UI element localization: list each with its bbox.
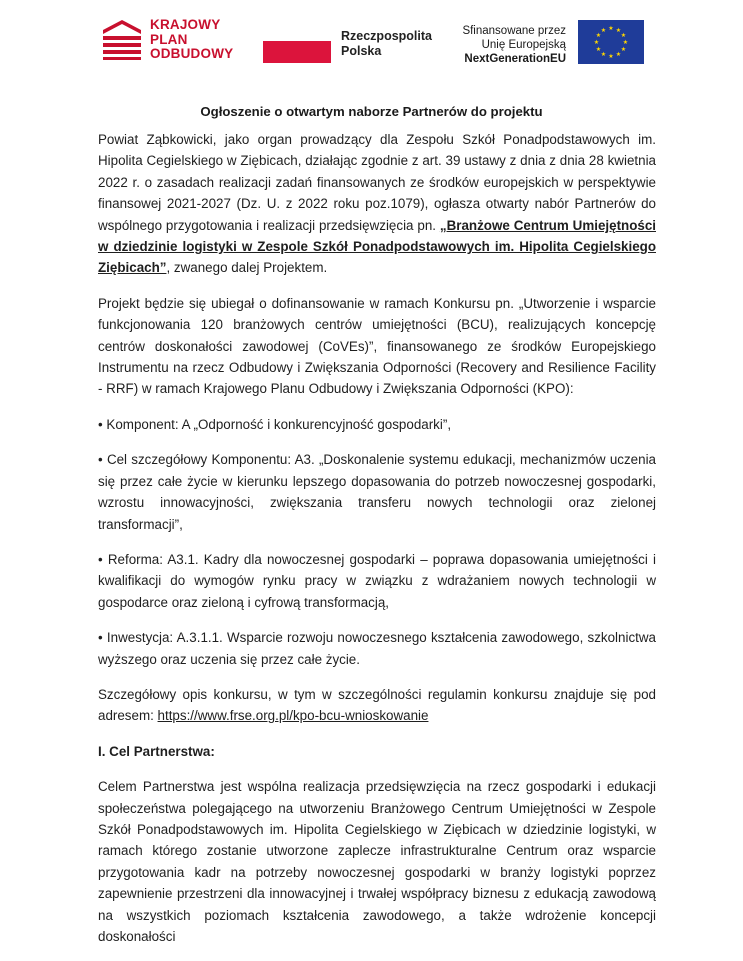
bullet-item: • Cel szczegółowy Komponentu: A3. „Doskonalenie systemu edukacji, mechanizmów uczenia się przez całe życie w kierunku lepszego dopasowania do potrzeb nowoczesnej gospodarki, wzrostu innowacyjności, zwiększania transferu nowych technologii oraz zielonej transformacji”, [98, 452, 656, 532]
bullet-item: • Inwestycja: A.3.1.1. Wsparcie rozwoju nowoczesnego kształcenia zawodowego, szkolnictwa wyższego oraz uczenia się przez całe życie. [98, 630, 656, 667]
svg-text:★: ★ [595, 46, 602, 53]
svg-text:★: ★ [593, 39, 600, 46]
svg-text:★: ★ [600, 51, 607, 58]
kpo-logo-icon [103, 20, 141, 60]
polska-logo-line: Polska [341, 44, 382, 58]
svg-text:★: ★ [620, 32, 627, 39]
bullet-item: • Reforma: A3.1. Kadry dla nowoczesnej gospodarki – poprawa dopasowania umiejętności i kwalifikacji do wymogów rynku pracy w związku z wdrażaniem nowych technologii w gospodarce oraz zieloną i cyfrową transformacją, [98, 551, 656, 610]
intro-paragraph [98, 129, 656, 279]
eu-stars-icon [578, 20, 644, 64]
contest-link[interactable]: https://www.frse.org.pl/kpo-bcu-wnioskowanie [157, 708, 429, 724]
intro-text-end: , zwanego dalej Projektem. [166, 260, 328, 276]
kpo-logo-line: KRAJOWY [150, 17, 221, 32]
section-heading: I. Cel Partnerstwa: [98, 743, 215, 759]
section-paragraph: Celem Partnerstwa jest wspólna realizacja przedsięwzięcia na rzecz gospodarki i edukacji społeczeństwa polegającego na utworzeniu Branżowego Centrum Umiejętności w Zespole Szkół Ponadpodstawowych im. Hipolita Cegielskiego w Ziębicach w dziedzinie logistyki, w ramach którego zostanie utworzone zaplecze infrastrukturalne Centrum oraz wsparcie przygotowania kadr na potrzeby nowoczesnej gospodarki w branży logistyki poprzez zapewnienie przestrzeni dla innowacyjnej i trwałej współpracy biznesu z edukacją zawodową na wszystkich poziomach kształcenia zawodowego, a także wdrożenie koncepcji doskonałości [98, 779, 656, 944]
polish-flag-red [263, 41, 331, 63]
kpo-logo-line: ODBUDOWY [150, 46, 234, 61]
kpo-logo-text [150, 18, 233, 62]
svg-text:★: ★ [620, 46, 627, 53]
bullet-item: • Komponent: A „Odporność i konkurencyjność gospodarki”, [98, 416, 452, 432]
polska-logo-line: Rzeczpospolita [341, 29, 432, 43]
details-paragraph [98, 684, 656, 727]
project-paragraph: Projekt będzie się ubiegał o dofinansowanie w ramach Konkursu pn. „Utworzenie i wsparcie funkcjonowania 120 branżowych centrów umiejętności (BCU), realizujących koncepcję centrów doskonałości zawodowej (CoVEs)”, finansowanego ze środków Europejskiego Instrumentu na rzecz Odbudowy i Zwiększania Odporności (Recovery and Resilience Facility - RRF) w ramach Krajowego Planu Odbudowy i Zwiększania Odporności (KPO): [98, 295, 656, 397]
svg-text:★: ★ [600, 27, 607, 34]
kpo-logo-line: PLAN [150, 31, 188, 47]
document-body [98, 129, 656, 961]
svg-text:★: ★ [595, 32, 602, 39]
eu-funding-text [448, 24, 566, 66]
svg-text:★: ★ [615, 51, 622, 58]
polish-flag-white [263, 19, 331, 41]
header-logos [0, 0, 743, 80]
document-title: Ogłoszenie o otwartym naborze Partnerów do projektu [200, 104, 543, 119]
svg-text:★: ★ [622, 39, 629, 46]
eu-flag-icon [578, 20, 644, 64]
project-name: „Branżowe Centrum Umiejętności w dziedzinie logistyki w Zespole Szkół Ponadpodstawowych im. Hipolita Cegielskiego Ziębicach” [98, 217, 656, 276]
svg-text:★: ★ [615, 27, 622, 34]
eu-funding-line: NextGenerationEU [464, 53, 566, 65]
details-text: Szczegółowy opis konkursu, w tym w szczególności regulamin konkursu znajduje się pod adresem: [98, 686, 656, 724]
svg-text:★: ★ [608, 53, 614, 60]
eu-funding-line: Sfinansowane przez [462, 25, 566, 37]
polska-logo-text [341, 29, 432, 59]
eu-funding-line: Unię Europejską [481, 39, 566, 51]
intro-text: Powiat Ząbkowicki, jako organ prowadzący dla Zespołu Szkół Ponadpodstawowych im. Hipolita Cegielskiego w Ziębicach, działając zgodnie z art. 39 ustawy z dnia z dnia 28 kwietnia 2022 r. o zasadach realizacji zadań finansowanych ze środków europejskich w perspektywie finansowej 2021-2027 (Dz. U. z 2022 roku poz.1079), ogłasza otwarty nabór Partnerów do wspólnego przygotowania i realizacji przedsięwzięcia pn. [98, 132, 656, 233]
svg-text:★: ★ [608, 25, 614, 32]
